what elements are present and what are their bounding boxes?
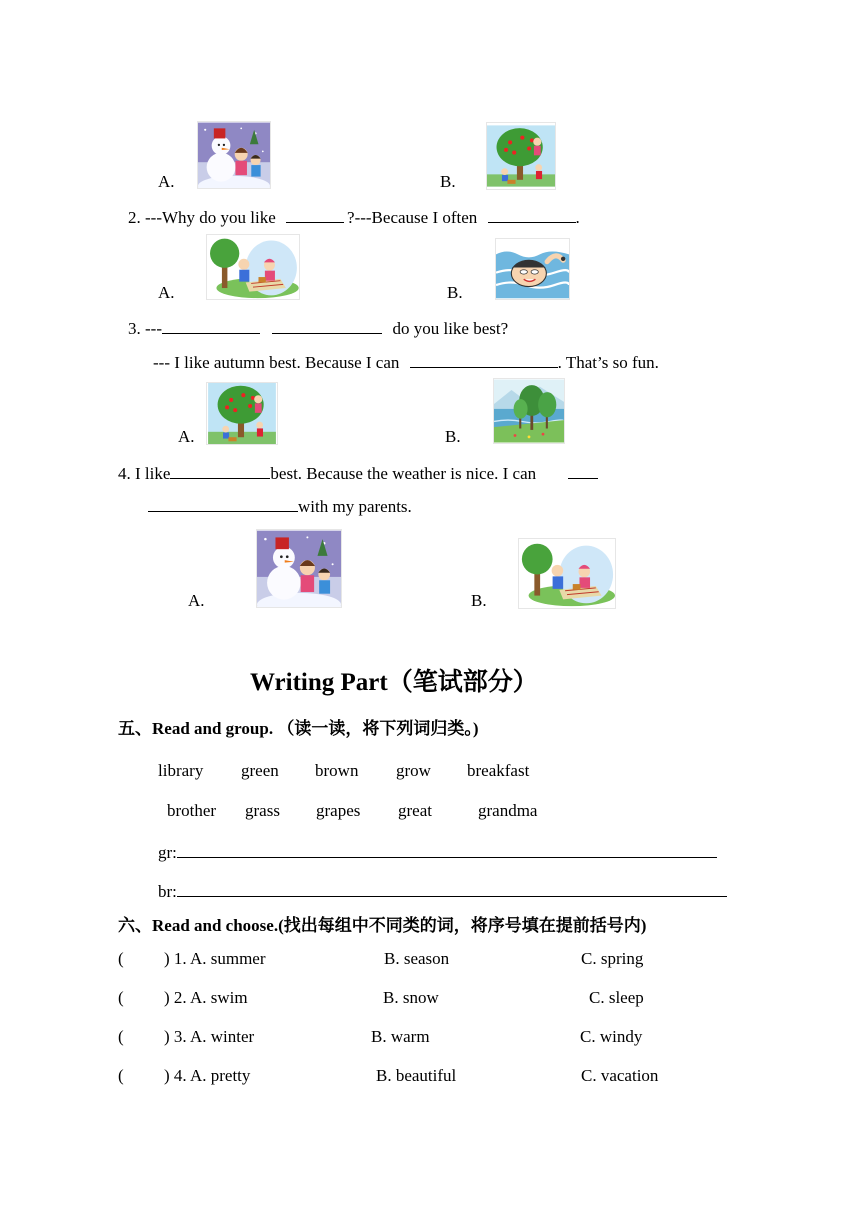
- q4-blank-1[interactable]: [170, 463, 270, 479]
- q1-option-b-label: B.: [440, 172, 456, 191]
- choice-option-b: B. snow: [383, 988, 439, 1007]
- snowman-kids-image: [197, 121, 271, 189]
- br-answer-blank[interactable]: [177, 881, 727, 897]
- choice-option-b: B. beautiful: [376, 1066, 457, 1085]
- choice-option-a: ) 4. A. pretty: [164, 1066, 251, 1085]
- snowman-kids-image: [256, 529, 342, 608]
- choice-option-a: ) 1. A. summer: [164, 949, 266, 968]
- word-grass: grass: [245, 801, 280, 820]
- q2-option-a-label: A.: [158, 283, 175, 302]
- word-breakfast: breakfast: [467, 761, 530, 780]
- gr-answer-blank[interactable]: [177, 842, 717, 858]
- q4-blank-3[interactable]: [148, 496, 298, 512]
- choice-option-b: B. warm: [371, 1027, 430, 1046]
- section6-heading-cn: (找出每组中不同类的词，将序号填在提前括号内): [278, 916, 647, 935]
- q2-option-b-label: B.: [447, 283, 463, 302]
- answer-paren[interactable]: (: [118, 1027, 124, 1046]
- q4-option-b-label: B.: [471, 591, 487, 610]
- picnic-tree-image: [206, 234, 300, 300]
- q4-text-line-2: [148, 496, 412, 517]
- choice-option-c: C. vacation: [581, 1066, 659, 1085]
- q3-blank-1[interactable]: [162, 318, 260, 334]
- choice-option-c: C. sleep: [589, 988, 644, 1007]
- writing-part-title: Writing Part（笔试部分）: [250, 669, 538, 696]
- q3-option-b-label: B.: [445, 427, 461, 446]
- q3-blank-3[interactable]: [410, 352, 558, 368]
- q3-answer-line: [153, 352, 659, 373]
- q4-option-a-label: A.: [188, 591, 205, 610]
- boy-swimming-image: [495, 238, 570, 300]
- gr-label: gr:: [158, 843, 177, 862]
- q3-text-part2: do you like best?: [392, 319, 509, 338]
- word-great: great: [398, 801, 432, 820]
- word-grow: grow: [396, 761, 431, 780]
- answer-paren[interactable]: (: [118, 1066, 124, 1085]
- q3-text-line: [128, 318, 508, 339]
- q4-text-part3: with my parents.: [298, 497, 412, 516]
- q3-blank-2[interactable]: [272, 318, 382, 334]
- word-library: library: [158, 761, 204, 780]
- answer-paren[interactable]: (: [118, 988, 124, 1007]
- section5-heading-en: 五、Read and group.: [118, 719, 274, 738]
- answer-paren[interactable]: (: [118, 949, 124, 968]
- q2-text-part2: ?---Because I often: [347, 208, 478, 227]
- word-brown: brown: [315, 761, 359, 780]
- section5-heading-cn: （读一读，将下列词归类。): [277, 719, 479, 738]
- choice-option-b: B. season: [384, 949, 450, 968]
- choice-option-c: C. windy: [580, 1027, 643, 1046]
- apple-tree-picking-image: [206, 382, 278, 445]
- q4-text-part1: 4. I like: [118, 464, 171, 483]
- word-green: green: [241, 761, 279, 780]
- q2-blank-2[interactable]: [488, 207, 576, 223]
- gr-answer-line: [158, 842, 717, 863]
- br-label: br:: [158, 882, 177, 901]
- q3-answer-part1: --- I like autumn best. Because I can: [153, 353, 400, 372]
- q2-text-part1: 2. ---Why do you like: [128, 208, 276, 227]
- q4-text-part2: best. Because the weather is nice. I can: [270, 464, 537, 483]
- lake-trees-image: [493, 378, 565, 444]
- q2-text-line: [128, 207, 580, 228]
- section6-heading: [118, 916, 646, 936]
- q3-option-a-label: A.: [178, 427, 195, 446]
- section6-heading-en: 六、Read and choose.: [118, 916, 279, 935]
- br-answer-line: [158, 881, 727, 902]
- word-grandma: grandma: [478, 801, 538, 820]
- q4-text-line: [118, 463, 598, 484]
- apple-tree-picking-image: [486, 122, 556, 190]
- choice-option-a: ) 3. A. winter: [164, 1027, 255, 1046]
- picnic-tree-image: [518, 538, 616, 609]
- q3-answer-part2: . That’s so fun.: [557, 353, 659, 372]
- word-brother: brother: [167, 801, 217, 820]
- q4-blank-2[interactable]: [568, 463, 598, 479]
- q2-blank-1[interactable]: [286, 207, 344, 223]
- q3-text-part1: 3. ---: [128, 319, 162, 338]
- choice-option-a: ) 2. A. swim: [164, 988, 248, 1007]
- q1-option-a-label: A.: [158, 172, 175, 191]
- section5-heading: [118, 719, 479, 739]
- q2-text-part3: .: [575, 208, 580, 227]
- word-grapes: grapes: [316, 801, 361, 820]
- choice-option-c: C. spring: [581, 949, 644, 968]
